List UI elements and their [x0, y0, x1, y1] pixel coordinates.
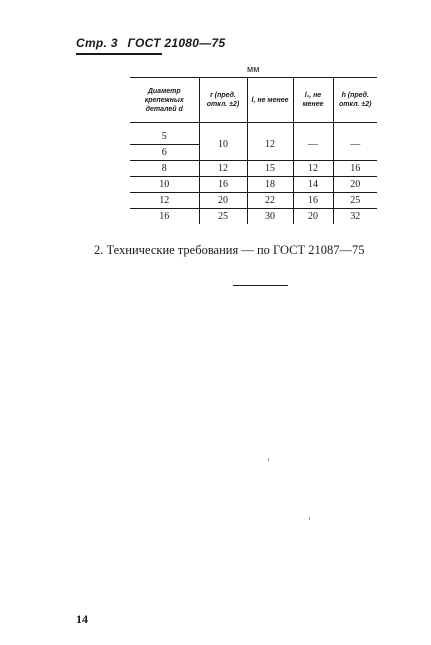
cell-l: 22 [247, 193, 293, 209]
cell-h: 25 [333, 193, 377, 209]
end-rule [233, 285, 288, 286]
cell-l: 15 [247, 161, 293, 177]
cell-h: 32 [333, 209, 377, 225]
column-header-l: l, не менее [247, 78, 293, 123]
table-row [130, 161, 377, 177]
page-label: Стр. 3 [76, 36, 118, 50]
unit-label: мм [247, 64, 260, 74]
cell-d: 8 [130, 161, 199, 177]
cell-h: 20 [333, 177, 377, 193]
cell-r: 20 [199, 193, 247, 209]
standard-number: ГОСТ 21080—75 [127, 36, 226, 50]
cell-d: 5 [130, 123, 199, 145]
technical-requirements-paragraph: 2. Технические требования — по ГОСТ 21087—75 [94, 243, 365, 257]
table-row [130, 177, 377, 193]
cell-h: — [333, 123, 377, 161]
cell-h: 16 [333, 161, 377, 177]
cell-r: 16 [199, 177, 247, 193]
cell-l1: 16 [293, 193, 333, 209]
cell-l1: 12 [293, 161, 333, 177]
cell-l1: 20 [293, 209, 333, 225]
cell-l: 12 [247, 123, 293, 161]
cell-l1: — [293, 123, 333, 161]
column-header-d: Диаметр крепежных деталей d [130, 78, 199, 123]
cell-r: 25 [199, 209, 247, 225]
table-body [130, 123, 377, 225]
table-header-row [130, 78, 377, 123]
cell-d: 10 [130, 177, 199, 193]
table-row [130, 123, 377, 145]
column-header-r: r (пред. откл. ±2) [199, 78, 247, 123]
cell-l: 30 [247, 209, 293, 225]
cell-d: 6 [130, 145, 199, 161]
dimensions-table [130, 77, 377, 224]
column-header-h: h (пред. откл. ±2) [333, 78, 377, 123]
header-rule [76, 53, 162, 55]
table-row [130, 193, 377, 209]
table-row [130, 209, 377, 225]
cell-l1: 14 [293, 177, 333, 193]
cell-d: 12 [130, 193, 199, 209]
cell-d: 16 [159, 211, 170, 222]
scan-speck [268, 458, 269, 461]
cell-r: 12 [199, 161, 247, 177]
cell-l: 18 [247, 177, 293, 193]
page-header [76, 36, 231, 50]
cell-r: 10 [199, 123, 247, 161]
column-header-l1: l₁, не менее [293, 78, 333, 123]
page-number: 14 [76, 612, 88, 626]
scan-speck [309, 517, 310, 520]
